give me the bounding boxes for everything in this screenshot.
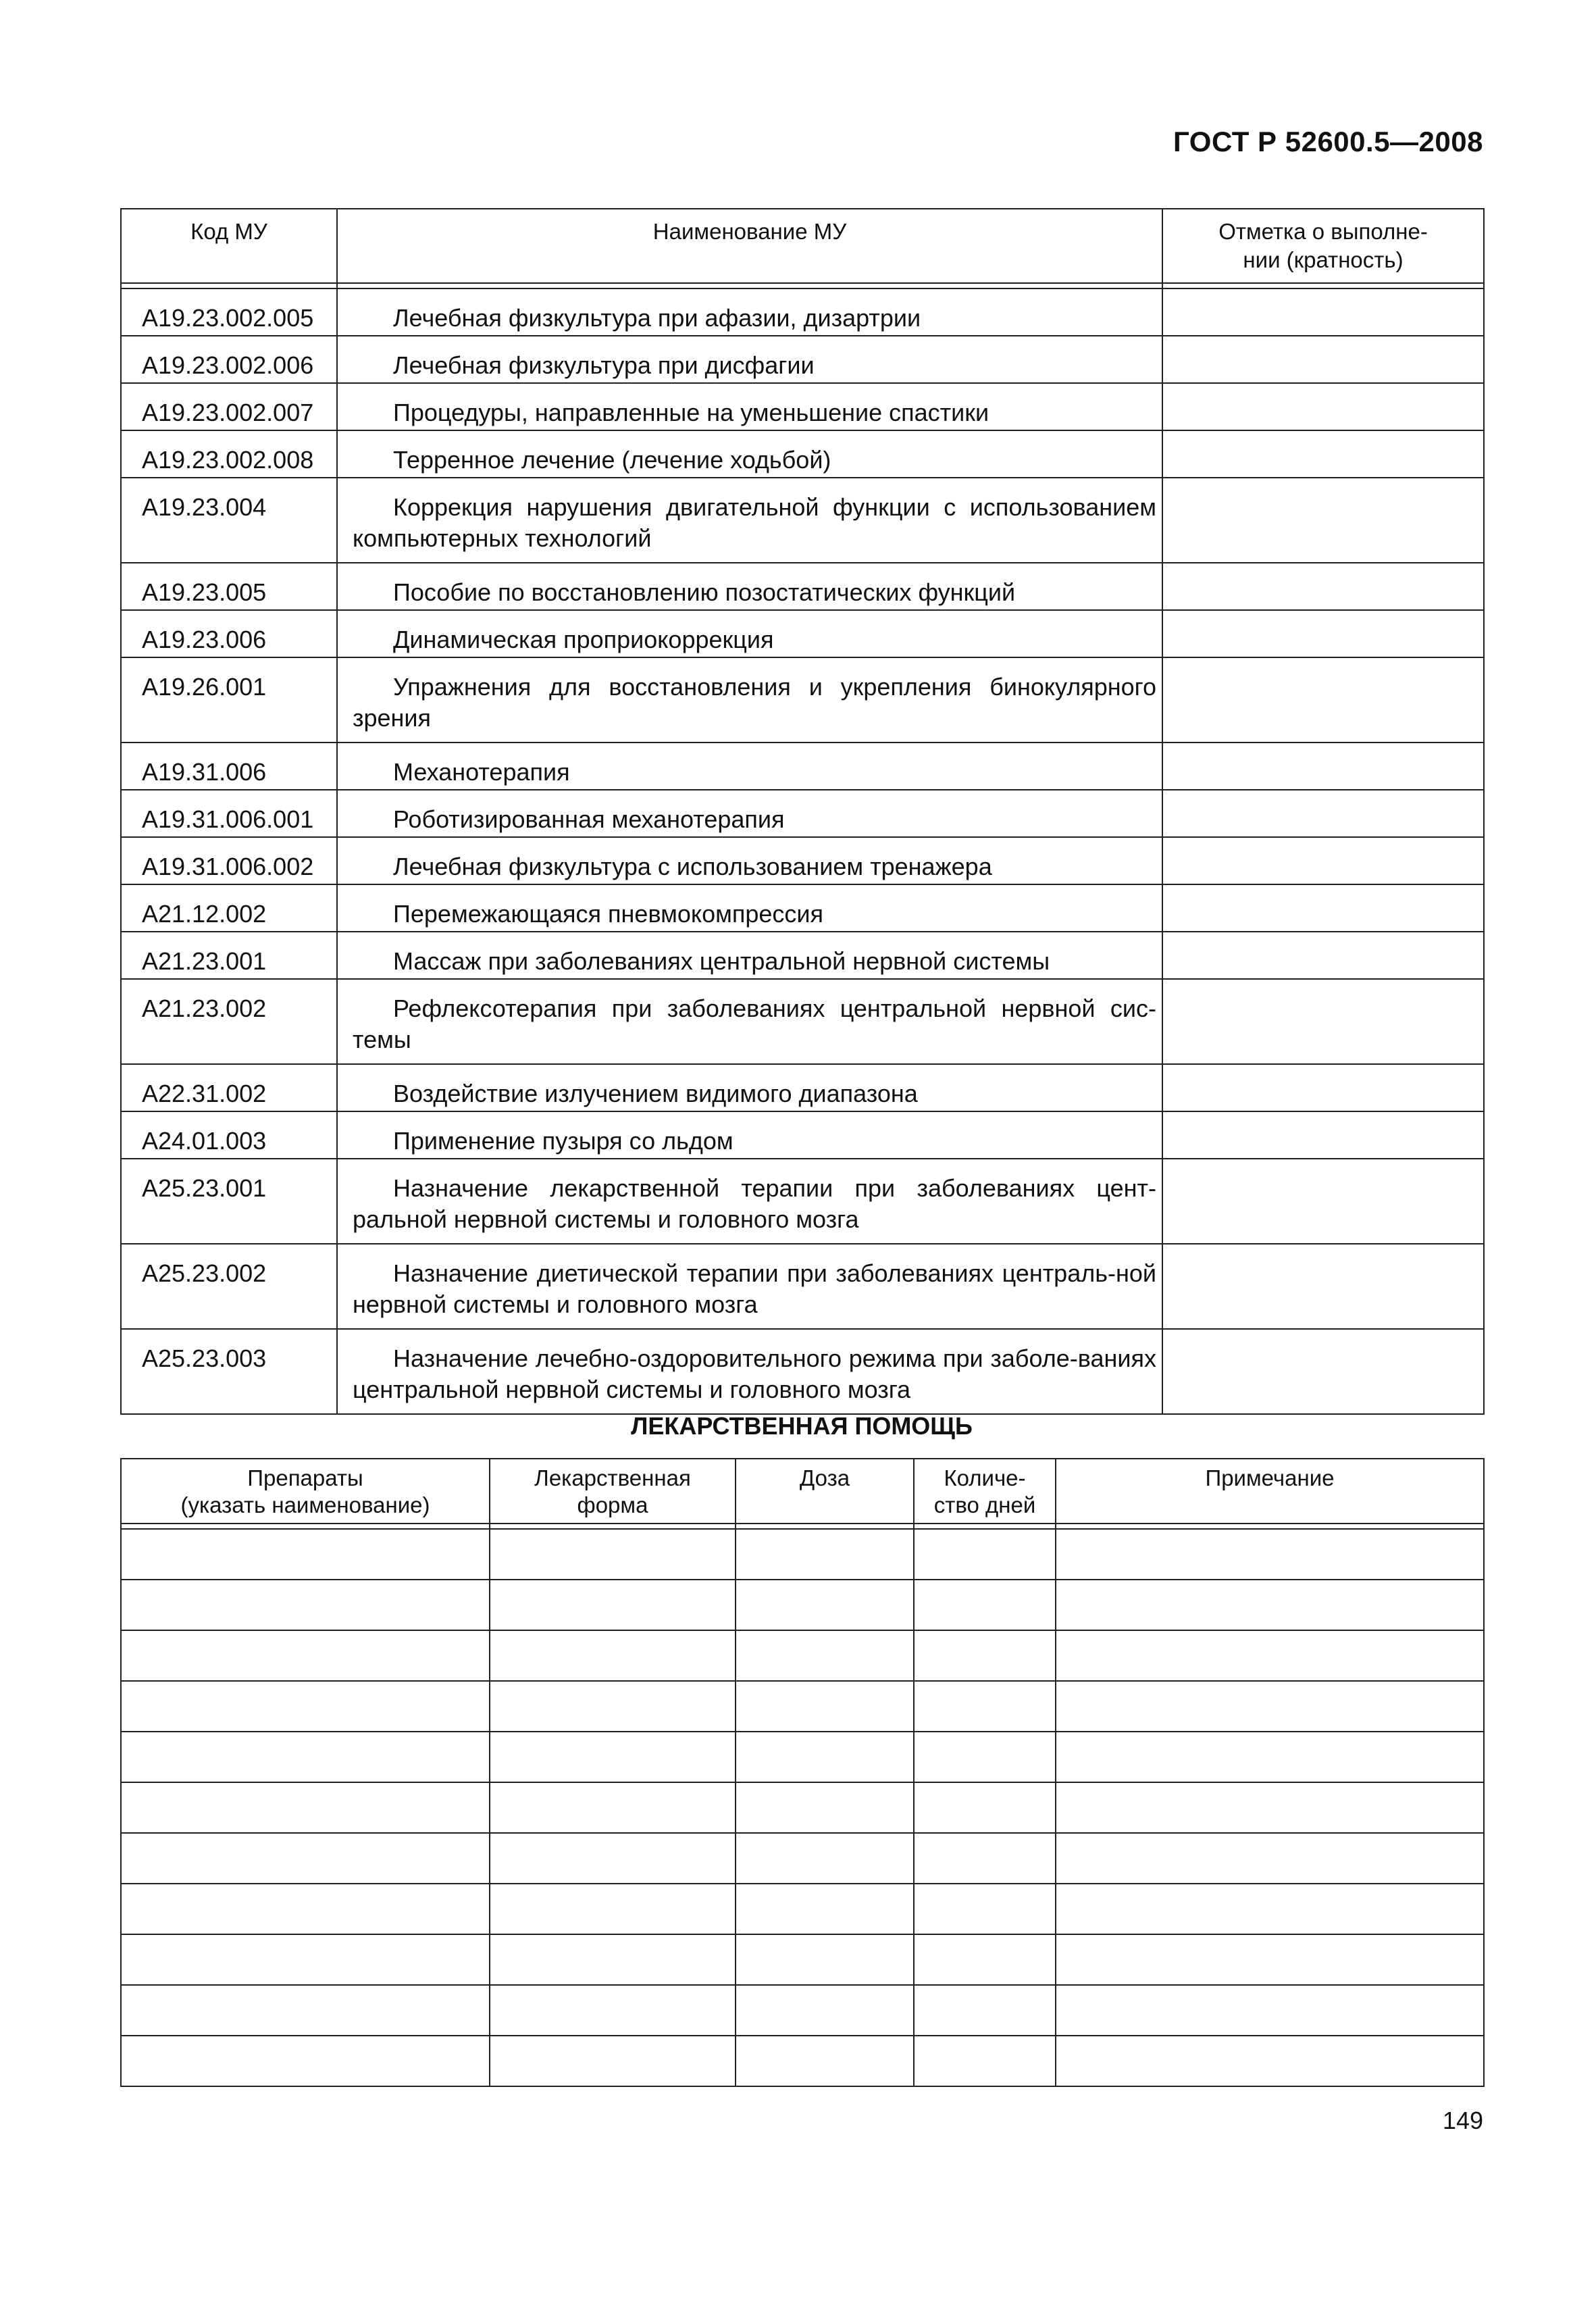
drug-entry-cell[interactable]: [736, 1580, 914, 1630]
service-code: A19.23.004: [121, 478, 337, 563]
drug-entry-cell[interactable]: [736, 1782, 914, 1833]
drugs-table-body: [121, 1529, 1484, 2086]
service-name-text: Назначение лечебно-оздоровительного режима при заболе-ваниях центральной нервной системы и головного мозга: [353, 1344, 1156, 1403]
service-name-text: Процедуры, направленные на уменьшение спастики: [393, 399, 989, 426]
service-code: A19.31.006: [121, 743, 337, 790]
table-row: [121, 790, 1484, 837]
header-separator: [121, 1524, 1484, 1529]
table-row: [121, 1985, 1484, 2036]
service-name-text: Пособие по восстановлению позостатических функций: [393, 578, 1016, 606]
drug-entry-cell[interactable]: [914, 1529, 1056, 1580]
drug-entry-cell[interactable]: [1056, 1681, 1484, 1732]
table-row: [121, 932, 1484, 979]
service-name-text: Массаж при заболеваниях центральной нервной системы: [393, 947, 1050, 975]
table-row: [121, 563, 1484, 610]
drug-entry-cell[interactable]: [736, 1681, 914, 1732]
column-header-dose: Доза: [736, 1459, 914, 1524]
service-name-text: Коррекция нарушения двигательной функции с использованием компьютерных технологий: [353, 493, 1156, 552]
service-name: [337, 979, 1162, 1064]
drug-entry-cell[interactable]: [490, 1630, 736, 1681]
table-row: [121, 1681, 1484, 1732]
service-mark-cell[interactable]: [1162, 884, 1484, 932]
drug-entry-cell[interactable]: [1056, 1580, 1484, 1630]
service-code: A22.31.002: [121, 1064, 337, 1111]
table-row: [121, 383, 1484, 430]
services-table-body: [121, 288, 1484, 1414]
drug-entry-cell[interactable]: [121, 1833, 490, 1884]
service-name: [337, 1064, 1162, 1111]
service-name-text: Упражнения для восстановления и укрепления бинокулярного зрения: [353, 673, 1156, 732]
drug-entry-cell[interactable]: [736, 1833, 914, 1884]
drug-entry-cell[interactable]: [490, 1580, 736, 1630]
service-name: [337, 1329, 1162, 1414]
service-name: [337, 563, 1162, 610]
service-name: [337, 657, 1162, 743]
drugs-table-header: [121, 1459, 1484, 1524]
drug-entry-cell[interactable]: [914, 1681, 1056, 1732]
service-name-text: Роботизированная механотерапия: [393, 805, 785, 833]
service-code: A19.31.006.001: [121, 790, 337, 837]
page-number: 149: [1442, 2107, 1483, 2134]
drug-entry-cell[interactable]: [1056, 1782, 1484, 1833]
service-mark-cell[interactable]: [1162, 1159, 1484, 1244]
table-row: [121, 1159, 1484, 1244]
service-name-text: Назначение диетической терапии при заболеваниях централь-ной нервной системы и головного мозга: [353, 1259, 1156, 1318]
service-mark-cell[interactable]: [1162, 837, 1484, 884]
service-name-text: Лечебная физкультура при афазии, дизартрии: [393, 304, 921, 332]
drug-entry-cell[interactable]: [1056, 1985, 1484, 2036]
service-code: A21.23.001: [121, 932, 337, 979]
column-header-days: Количе- ство дней: [914, 1459, 1056, 1524]
service-code: A25.23.003: [121, 1329, 337, 1414]
service-name: [337, 383, 1162, 430]
table-row: [121, 743, 1484, 790]
drug-entry-cell[interactable]: [1056, 1934, 1484, 1985]
service-mark-cell[interactable]: [1162, 478, 1484, 563]
drug-entry-cell[interactable]: [914, 1732, 1056, 1782]
service-name: [337, 1159, 1162, 1244]
drug-entry-cell[interactable]: [121, 1985, 490, 2036]
drug-entry-cell[interactable]: [736, 1934, 914, 1985]
column-header-code: Код МУ: [121, 209, 337, 283]
service-name-text: Механотерапия: [393, 758, 570, 786]
table-row: [121, 979, 1484, 1064]
drug-entry-cell[interactable]: [121, 1529, 490, 1580]
drug-entry-cell[interactable]: [914, 1630, 1056, 1681]
service-name-text: Терренное лечение (лечение ходьбой): [393, 446, 831, 474]
table-row: [121, 1884, 1484, 1934]
drug-entry-cell[interactable]: [1056, 1630, 1484, 1681]
drug-entry-cell[interactable]: [490, 1985, 736, 2036]
drug-entry-cell[interactable]: [1056, 2036, 1484, 2086]
drug-entry-cell[interactable]: [914, 1782, 1056, 1833]
drug-entry-cell[interactable]: [490, 1782, 736, 1833]
service-name: [337, 1244, 1162, 1329]
table-row: [121, 610, 1484, 657]
service-name-text: Воздействие излучением видимого диапазона: [393, 1080, 918, 1107]
service-name: [337, 837, 1162, 884]
drug-entry-cell[interactable]: [914, 1934, 1056, 1985]
drug-entry-cell[interactable]: [1056, 1884, 1484, 1934]
service-name: [337, 430, 1162, 478]
drug-entry-cell[interactable]: [736, 1529, 914, 1580]
table-row: [121, 288, 1484, 336]
service-mark-cell[interactable]: [1162, 979, 1484, 1064]
drug-entry-cell[interactable]: [490, 1884, 736, 1934]
service-name: [337, 610, 1162, 657]
service-name-text: Лечебная физкультура при дисфагии: [393, 351, 815, 379]
drug-entry-cell[interactable]: [736, 1630, 914, 1681]
service-name: [337, 932, 1162, 979]
service-mark-cell[interactable]: [1162, 743, 1484, 790]
drug-entry-cell[interactable]: [490, 1732, 736, 1782]
drug-entry-cell[interactable]: [1056, 1833, 1484, 1884]
table-row: [121, 1782, 1484, 1833]
drug-entry-cell[interactable]: [490, 1833, 736, 1884]
document-standard-id: ГОСТ Р 52600.5—2008: [1173, 126, 1483, 157]
drug-entry-cell[interactable]: [736, 2036, 914, 2086]
service-code: A21.12.002: [121, 884, 337, 932]
table-row: [121, 837, 1484, 884]
service-code: A19.23.006: [121, 610, 337, 657]
column-header-name: Наименование МУ: [337, 209, 1162, 283]
table-row: [121, 1329, 1484, 1414]
service-code: A19.23.002.006: [121, 336, 337, 383]
drug-entry-cell[interactable]: [121, 1681, 490, 1732]
column-header-drugs: Препараты (указать наименование): [121, 1459, 490, 1524]
service-mark-cell[interactable]: [1162, 336, 1484, 383]
service-code: A19.23.005: [121, 563, 337, 610]
table-row: [121, 336, 1484, 383]
service-mark-cell[interactable]: [1162, 383, 1484, 430]
service-name-text: Рефлексотерапия при заболеваниях центральной нервной сис-темы: [353, 995, 1156, 1053]
drugs-section-title: ЛЕКАРСТВЕННАЯ ПОМОЩЬ: [631, 1412, 973, 1440]
drug-entry-cell[interactable]: [1056, 1732, 1484, 1782]
drug-entry-cell[interactable]: [121, 2036, 490, 2086]
drug-entry-cell[interactable]: [121, 1732, 490, 1782]
header-separator: [121, 283, 1484, 288]
service-code: A21.23.002: [121, 979, 337, 1064]
service-name: [337, 1111, 1162, 1159]
service-code: A25.23.001: [121, 1159, 337, 1244]
table-row: [121, 2036, 1484, 2086]
service-mark-cell[interactable]: [1162, 1329, 1484, 1414]
drug-entry-cell[interactable]: [736, 1884, 914, 1934]
service-code: A25.23.002: [121, 1244, 337, 1329]
table-row: [121, 478, 1484, 563]
service-name: [337, 336, 1162, 383]
service-mark-cell[interactable]: [1162, 657, 1484, 743]
table-row: [121, 1064, 1484, 1111]
drug-entry-cell[interactable]: [914, 1833, 1056, 1884]
column-header-note: Примечание: [1056, 1459, 1484, 1524]
table-row: [121, 1732, 1484, 1782]
table-row: [121, 1630, 1484, 1681]
table-row: [121, 1833, 1484, 1884]
drug-entry-cell[interactable]: [490, 1934, 736, 1985]
service-name-text: Динамическая проприокоррекция: [393, 626, 774, 653]
drug-entry-cell[interactable]: [121, 1782, 490, 1833]
table-row: [121, 430, 1484, 478]
drug-entry-cell[interactable]: [1056, 1529, 1484, 1580]
service-mark-cell[interactable]: [1162, 1111, 1484, 1159]
service-mark-cell[interactable]: [1162, 288, 1484, 336]
table-row: [121, 1529, 1484, 1580]
service-name-text: Лечебная физкультура с использованием тренажера: [393, 853, 992, 880]
drug-entry-cell[interactable]: [914, 1884, 1056, 1934]
service-mark-cell[interactable]: [1162, 610, 1484, 657]
services-table-header: [121, 209, 1484, 283]
drug-entry-cell[interactable]: [121, 1580, 490, 1630]
service-mark-cell[interactable]: [1162, 932, 1484, 979]
service-name-text: Применение пузыря со льдом: [393, 1127, 733, 1155]
service-name: [337, 288, 1162, 336]
service-name: [337, 790, 1162, 837]
service-name: [337, 884, 1162, 932]
column-header-mark: Отметка о выполне- нии (кратность): [1162, 209, 1484, 283]
drug-entry-cell[interactable]: [121, 1884, 490, 1934]
service-mark-cell[interactable]: [1162, 1244, 1484, 1329]
column-header-form: Лекарственная форма: [490, 1459, 736, 1524]
service-code: A24.01.003: [121, 1111, 337, 1159]
drugs-table: [120, 1458, 1485, 2087]
drug-entry-cell[interactable]: [914, 1580, 1056, 1630]
drug-entry-cell[interactable]: [736, 1985, 914, 2036]
drug-entry-cell[interactable]: [490, 1529, 736, 1580]
service-code: A19.23.002.005: [121, 288, 337, 336]
medical-services-table: [120, 208, 1485, 1415]
service-name: [337, 743, 1162, 790]
table-row: [121, 657, 1484, 743]
service-mark-cell[interactable]: [1162, 1064, 1484, 1111]
service-name: [337, 478, 1162, 563]
service-mark-cell[interactable]: [1162, 430, 1484, 478]
drug-entry-cell[interactable]: [121, 1934, 490, 1985]
service-mark-cell[interactable]: [1162, 790, 1484, 837]
drug-entry-cell[interactable]: [490, 1681, 736, 1732]
service-mark-cell[interactable]: [1162, 563, 1484, 610]
service-code: A19.26.001: [121, 657, 337, 743]
drug-entry-cell[interactable]: [490, 2036, 736, 2086]
table-row: [121, 884, 1484, 932]
table-row: [121, 1111, 1484, 1159]
service-code: A19.23.002.008: [121, 430, 337, 478]
service-code: A19.31.006.002: [121, 837, 337, 884]
table-row: [121, 1934, 1484, 1985]
service-name-text: Перемежающаяся пневмокомпрессия: [393, 900, 823, 928]
drug-entry-cell[interactable]: [736, 1732, 914, 1782]
table-row: [121, 1580, 1484, 1630]
table-row: [121, 1244, 1484, 1329]
drug-entry-cell[interactable]: [121, 1630, 490, 1681]
service-name-text: Назначение лекарственной терапии при заболеваниях цент-ральной нервной системы и головного мозга: [353, 1174, 1156, 1233]
service-code: A19.23.002.007: [121, 383, 337, 430]
drug-entry-cell[interactable]: [914, 2036, 1056, 2086]
drug-entry-cell[interactable]: [914, 1985, 1056, 2036]
